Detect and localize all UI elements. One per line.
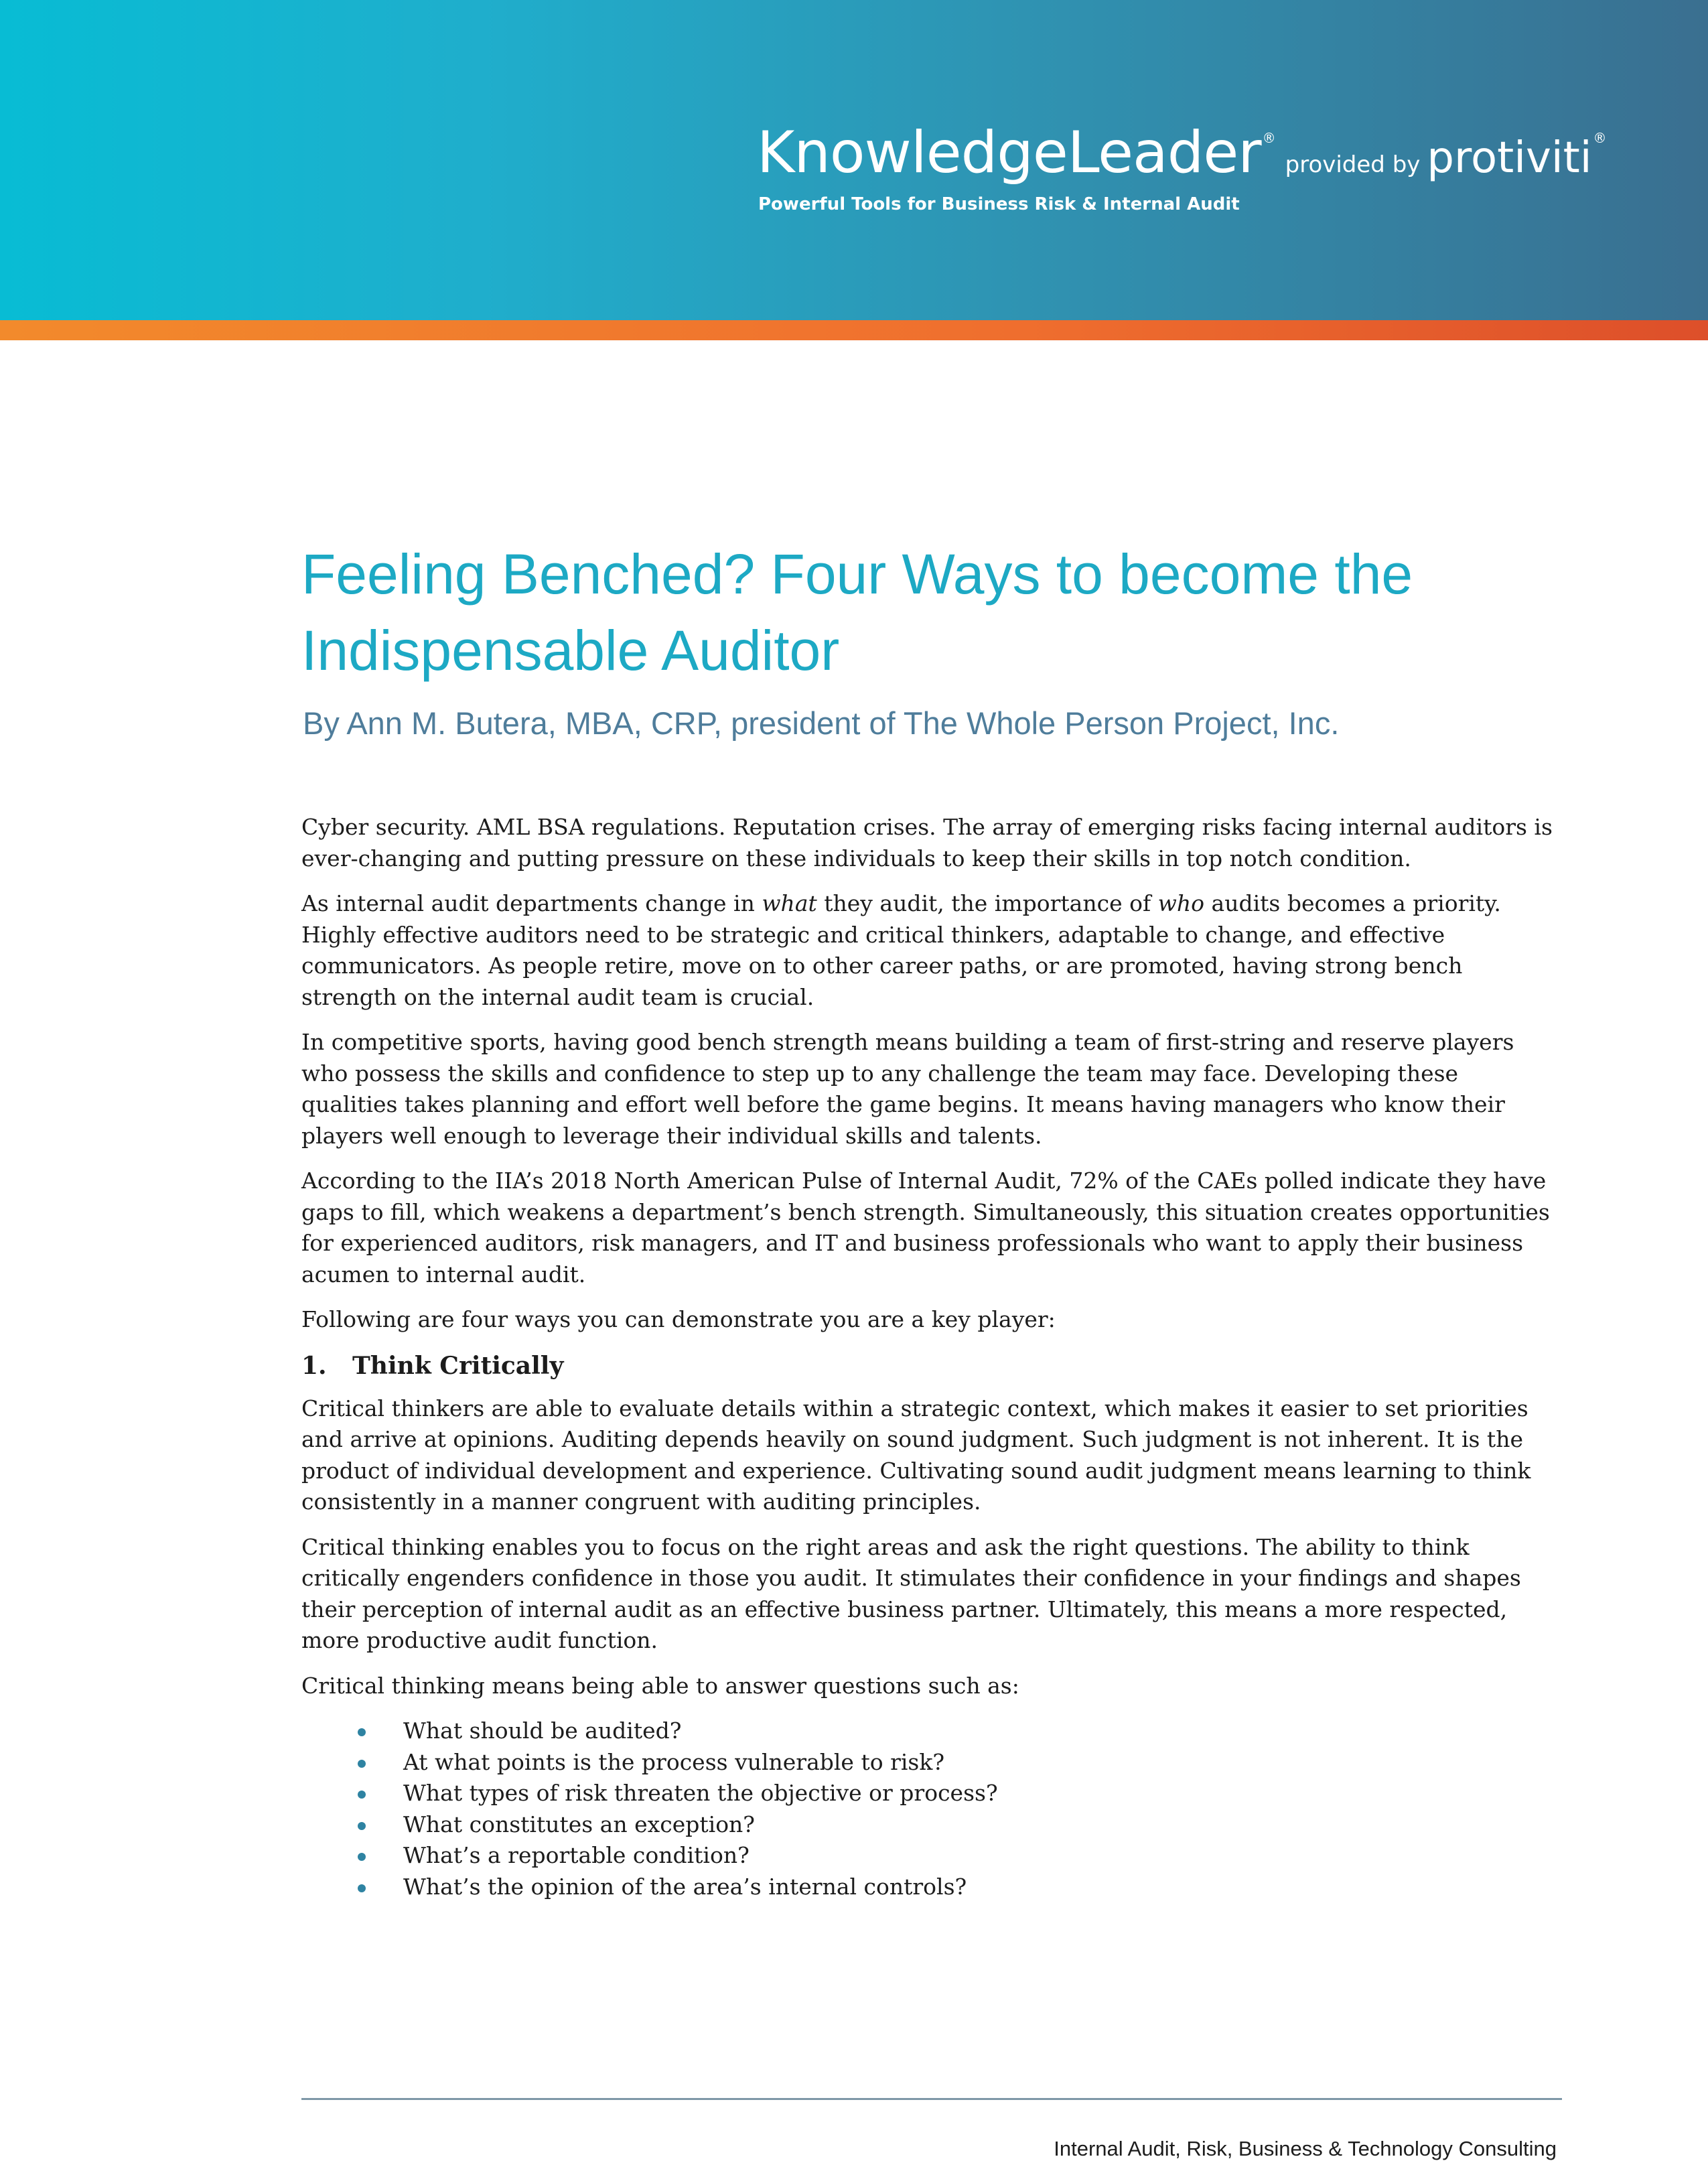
list-item-text: What’s the opinion of the area’s internal controls?	[403, 1873, 967, 1900]
list-item	[358, 1747, 1561, 1778]
list-item	[358, 1716, 1561, 1747]
list-item	[358, 1778, 1561, 1809]
article-byline: By Ann M. Butera, MBA, CRP, president of The Whole Person Project, Inc.	[303, 705, 1340, 741]
list-item-text: What constitutes an exception?	[403, 1811, 756, 1837]
bullet-icon	[358, 1760, 366, 1768]
brand-name: KnowledgeLeader	[757, 119, 1261, 186]
list-item	[358, 1809, 1561, 1841]
provided-by-label: provided by	[1285, 151, 1421, 178]
list-item-text: What types of risk threaten the objective or process?	[403, 1780, 998, 1806]
section-number: 1.	[301, 1351, 327, 1380]
body-paragraph: Critical thinking means being able to answer questions such as:	[301, 1672, 1019, 1699]
registered-mark: ®	[1262, 130, 1276, 146]
section-heading-text: Think Critically	[352, 1351, 564, 1380]
list-item	[358, 1840, 1561, 1872]
article-title: Feeling Benched? Four Ways to become the Indispensable Auditor	[301, 543, 1413, 682]
emphasis-who: who	[1157, 890, 1205, 916]
registered-mark-partner: ®	[1593, 130, 1607, 146]
body-paragraph: Critical thinking enables you to focus on the right areas and ask the right questions. The ability to think critically engenders confidence in those you audit. It stimulates their confidence in your findings and shapes their perception of internal audit as an effective business partner. Ultimately, this means a more respected, more productive audit function.	[301, 1533, 1521, 1653]
body-paragraph: Following are four ways you can demonstrate you are a key player:	[301, 1306, 1056, 1332]
bullet-icon	[358, 1884, 366, 1892]
body-paragraph: In competitive sports, having good bench strength means building a team of first-string and reserve players who possess the skills and confidence to step up to any challenge the team may face. Developing these qualities takes planning and effort well before the game begins. It means having managers who know their players well enough to leverage their individual skills and talents.	[301, 1029, 1514, 1149]
list-item-text: At what points is the process vulnerable to risk?	[403, 1748, 945, 1775]
article-body	[301, 812, 1561, 1902]
emphasis-what: what	[762, 890, 817, 916]
brand-tagline: Powerful Tools for Business Risk & Internal Audit	[758, 194, 1240, 214]
body-paragraph: Cyber security. AML BSA regulations. Reputation crises. The array of emerging risks facing internal auditors is ever-changing and putting pressure on these individuals to keep their skills in top notch condition.	[301, 814, 1553, 871]
text-run: they audit, the importance of	[816, 890, 1158, 916]
bullet-icon	[358, 1728, 366, 1736]
list-item-text: What’s a reportable condition?	[403, 1842, 750, 1868]
question-list	[301, 1716, 1561, 1902]
body-paragraph: Critical thinkers are able to evaluate details within a strategic context, which makes it easier to set priorities and arrive at opinions. Auditing depends heavily on sound judgment. Such judgment is not inherent. It is the product of individual development and experience. Cultivating sound audit judgment means learning to think consistently in a manner congruent with auditing principles.	[301, 1395, 1531, 1515]
body-paragraph: According to the IIA’s 2018 North American Pulse of Internal Audit, 72% of the CAEs polled indicate they have gaps to fill, which weakens a department’s bench strength. Simultaneously, this situation creates opportunities for experienced auditors, risk managers, and IT and business professionals who want to apply their business acumen to internal audit.	[301, 1168, 1550, 1287]
bullet-icon	[358, 1791, 366, 1799]
bullet-icon	[358, 1853, 366, 1861]
footer-text: Internal Audit, Risk, Business & Technology Consulting	[1054, 2137, 1557, 2160]
footer-divider	[301, 2098, 1562, 2100]
body-paragraph	[301, 888, 1561, 1013]
list-item-text: What should be audited?	[403, 1718, 682, 1744]
partner-name: protiviti	[1427, 133, 1592, 183]
section-heading	[301, 1350, 1561, 1382]
accent-stripe	[0, 320, 1708, 340]
brand-logo	[757, 119, 1607, 186]
text-run: As internal audit departments change in	[301, 890, 762, 916]
text-run: audits becomes a priority. Highly effective auditors need to be strategic and critical thinkers, adaptable to change, and effective communicators. As people retire, move on to other career paths, or are promoted, having strong bench strength on the internal audit team is crucial.	[301, 890, 1501, 1010]
list-item	[358, 1872, 1561, 1903]
bullet-icon	[358, 1822, 366, 1830]
